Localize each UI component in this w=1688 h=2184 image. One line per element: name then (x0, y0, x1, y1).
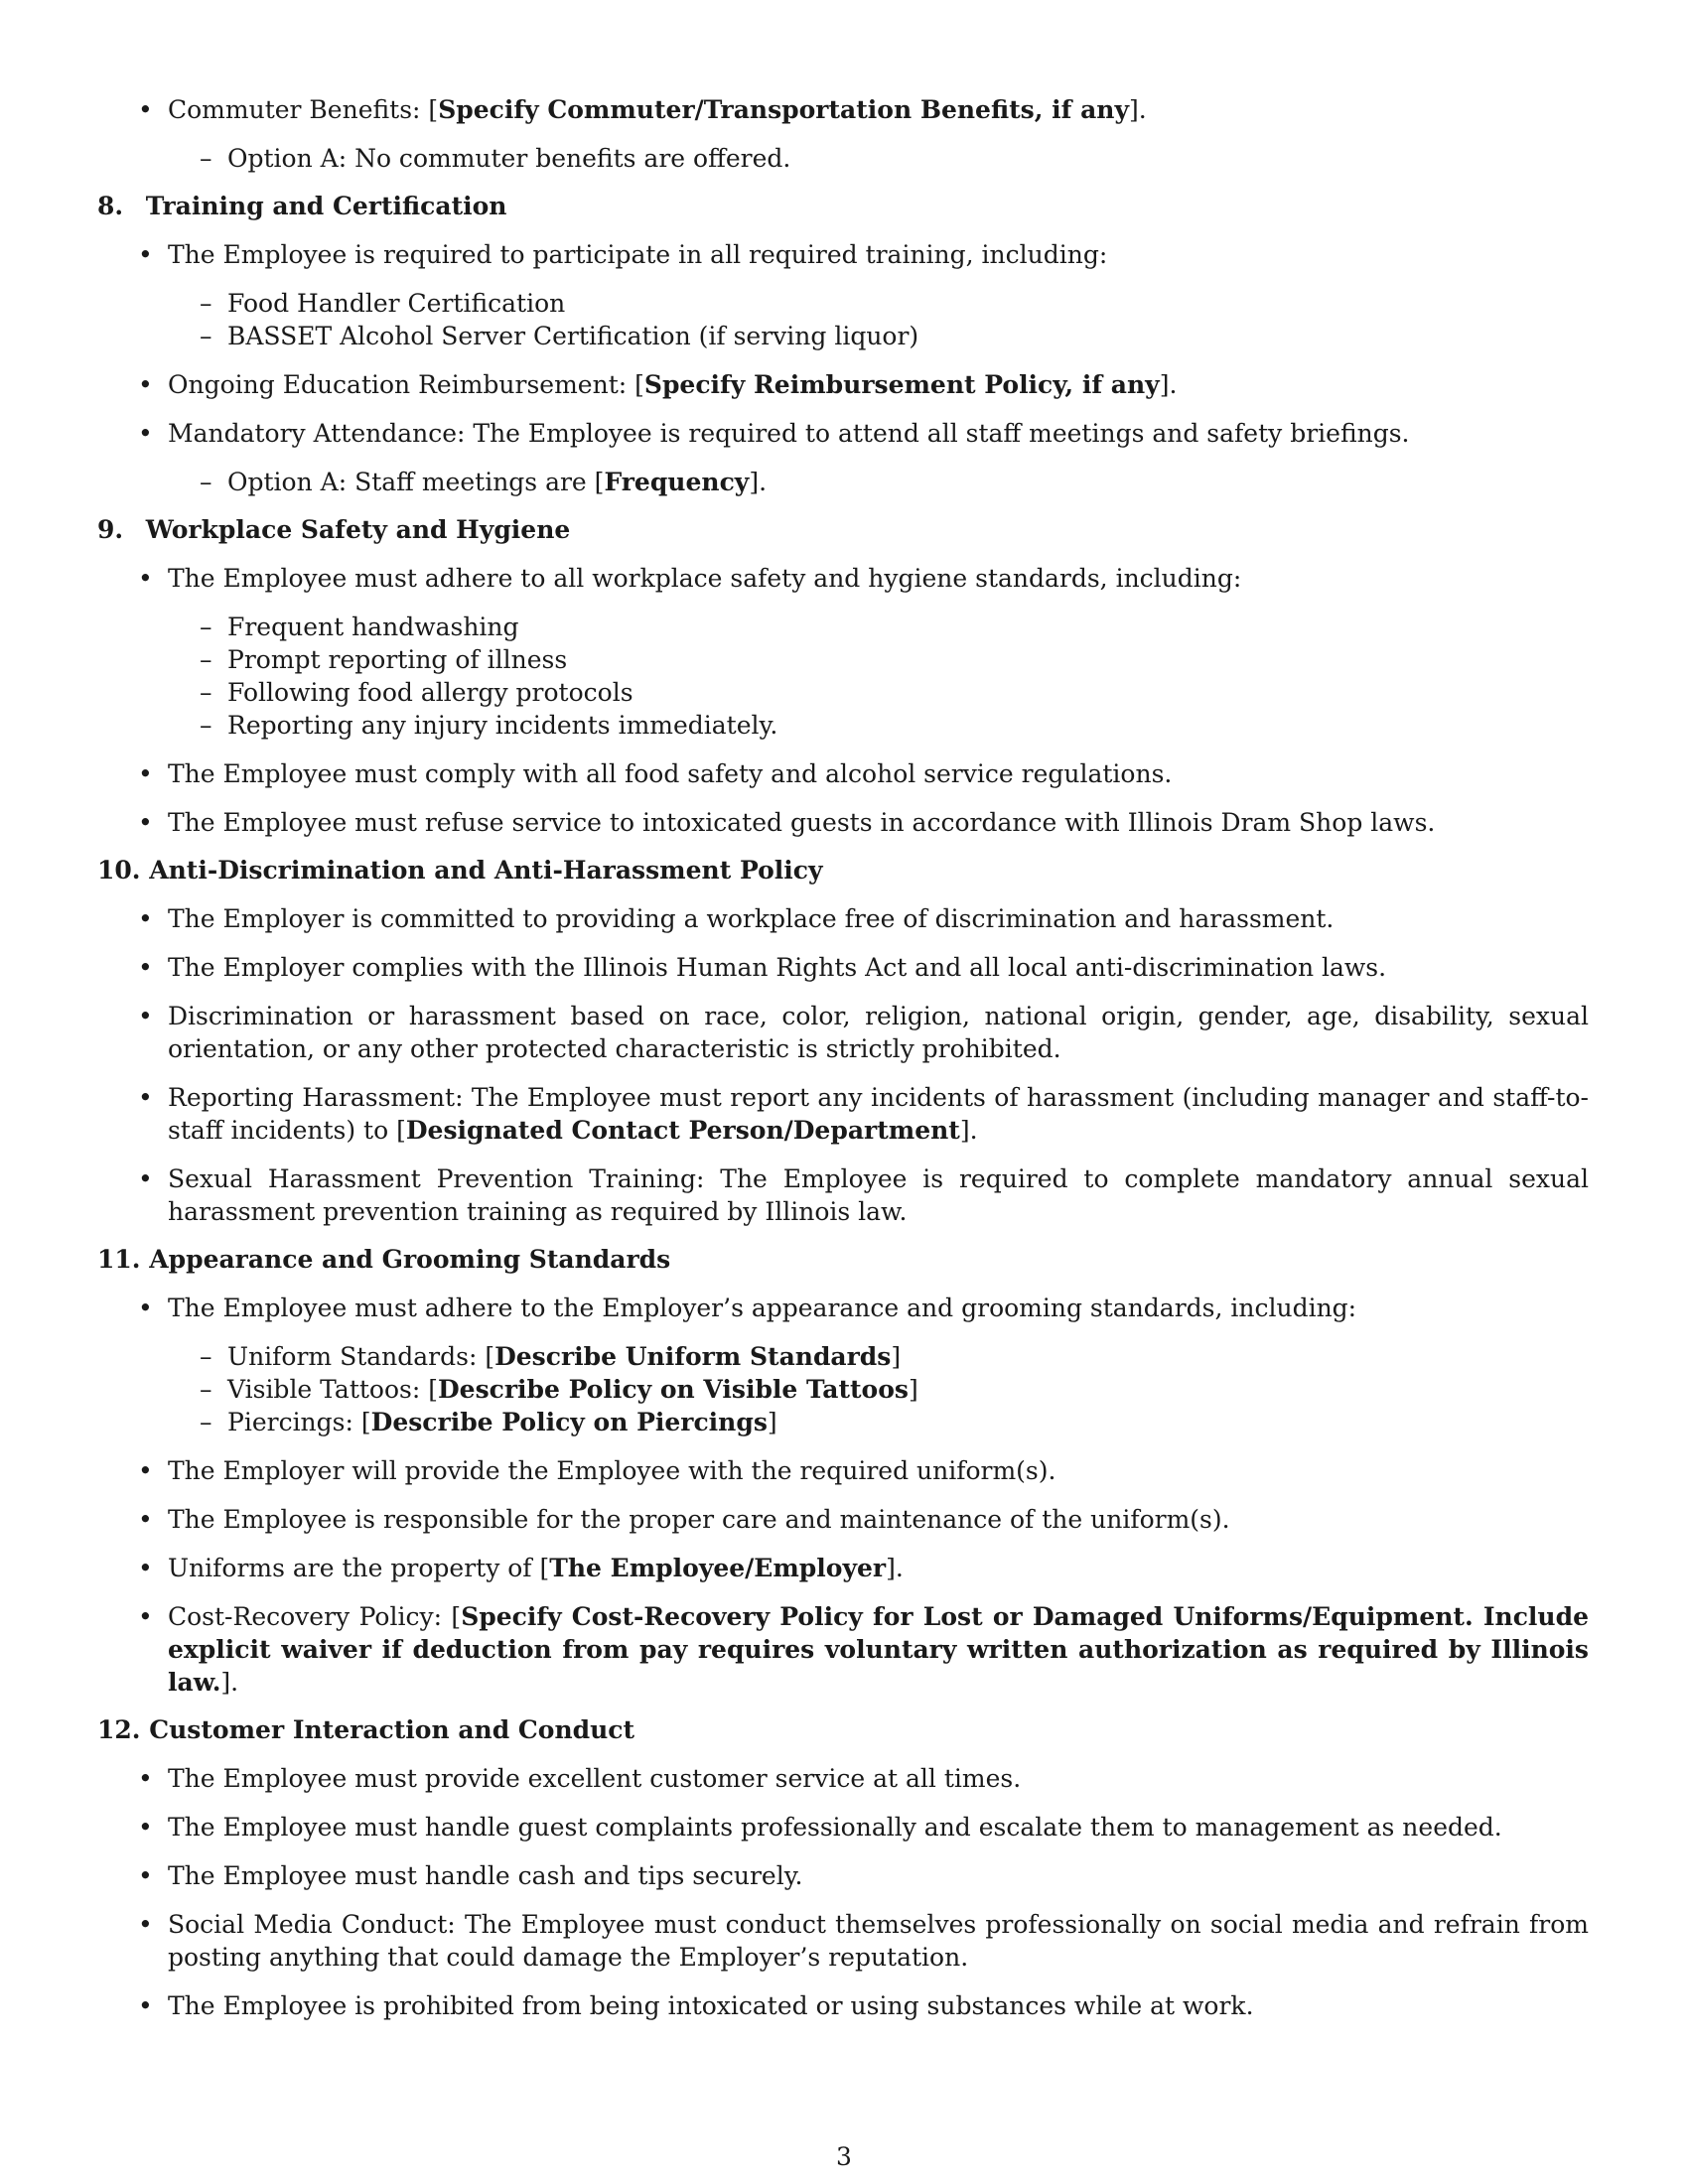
sub-list-item: – Uniform Standards: [Describe Uniform Standards] (168, 1340, 1589, 1373)
list-item: • The Employer will provide the Employee with the required uniform(s). (97, 1454, 1589, 1487)
list-item: • The Employee must adhere to all workplace safety and hygiene standards, including: – Frequent handwashing – Prompt reporting of illness – Following food allergy protocols – Reporting any injury incidents immediately. (97, 562, 1589, 742)
list-item: • Discrimination or harassment based on race, color, religion, national origin, gender, age, disability, sexual orientation, or any other protected characteristic is strictly prohibited. (97, 1000, 1589, 1065)
list-item: • The Employer is committed to providing a workplace free of discrimination and harassment. (97, 902, 1589, 935)
sub-list-item: – Piercings: [Describe Policy on Piercings] (168, 1406, 1589, 1438)
list-item: • The Employee is required to participate in all required training, including: – Food Handler Certification – BASSET Alcohol Server Certification (if serving liquor) (97, 238, 1589, 352)
list-item: • The Employee must adhere to the Employer’s appearance and grooming standards, including: – Uniform Standards: [Describe Uniform Standards] – Visible Tattoos: [Describe Policy on Visible Tattoos] – Piercings: [Describe Policy on Piercings] (97, 1292, 1589, 1438)
document-page (97, 93, 1589, 2022)
sub-list-item: – Following food allergy protocols (168, 676, 1589, 709)
list-item: • Sexual Harassment Prevention Training: The Employee is required to complete mandatory annual sexual harassment prevention training as required by Illinois law. (97, 1162, 1589, 1228)
section-heading-11: 11. Appearance and Grooming Standards (97, 1245, 671, 1274)
list-item: • Uniforms are the property of [The Employee/Employer]. (97, 1552, 1589, 1584)
list-item: • The Employee must handle cash and tips securely. (97, 1859, 1589, 1892)
sub-list (168, 611, 1589, 742)
section-8-list (97, 238, 1589, 498)
list-item: • The Employee is responsible for the proper care and maintenance of the uniform(s). (97, 1503, 1589, 1536)
list-item: • Ongoing Education Reimbursement: [Specify Reimbursement Policy, if any]. (97, 368, 1589, 401)
section-9-list (97, 562, 1589, 839)
section-10-list (97, 902, 1589, 1228)
list-item: • The Employee must handle guest complaints professionally and escalate them to management as needed. (97, 1811, 1589, 1843)
sub-list (168, 142, 1589, 175)
page-number: 3 (836, 2142, 852, 2171)
sub-list-item: – Option A: Staff meetings are [Frequency]. (168, 466, 1589, 498)
list-item: • Mandatory Attendance: The Employee is required to attend all staff meetings and safety briefings. – Option A: Staff meetings are [Frequency]. (97, 417, 1589, 498)
placeholder-field: Specify Cost-Recovery Policy for Lost or Damaged Uniforms/Equipment. Include explicit waiver if deduction from pay requires voluntary written authorization as required by Illinois law. (168, 1602, 1589, 1697)
placeholder-field: Describe Uniform Standards (494, 1342, 892, 1371)
sub-list (168, 287, 1589, 352)
list-item: • Social Media Conduct: The Employee must conduct themselves professionally on social media and refrain from posting anything that could damage the Employer’s reputation. (97, 1908, 1589, 1974)
placeholder-field: Specify Reimbursement Policy, if any (643, 370, 1160, 399)
sub-list (168, 1340, 1589, 1438)
sub-list-item: – Reporting any injury incidents immediately. (168, 709, 1589, 742)
list-item: • The Employee must provide excellent customer service at all times. (97, 1762, 1589, 1795)
sub-list-item: – Food Handler Certification (168, 287, 1589, 320)
section-heading-9: 9. Workplace Safety and Hygiene (97, 515, 571, 544)
placeholder-field: Describe Policy on Piercings (370, 1408, 768, 1436)
list-item: • The Employee is prohibited from being intoxicated or using substances while at work. (97, 1989, 1589, 2022)
list-item: • The Employee must refuse service to intoxicated guests in accordance with Illinois Dram Shop laws. (97, 806, 1589, 839)
sub-list-item: – Visible Tattoos: [Describe Policy on Visible Tattoos] (168, 1373, 1589, 1406)
section-12-list (97, 1762, 1589, 2022)
sub-list-item: – Frequent handwashing (168, 611, 1589, 643)
placeholder-field: Specify Commuter/Transportation Benefits, if any (438, 95, 1130, 124)
section-heading-10: 10. Anti-Discrimination and Anti-Harassment Policy (97, 856, 823, 885)
section-heading-8: 8. Training and Certification (97, 192, 507, 220)
list-item: • Cost-Recovery Policy: [Specify Cost-Recovery Policy for Lost or Damaged Uniforms/Equipment. Include explicit waiver if deduction from pay requires voluntary written authorization as required by Illinois law.]. (97, 1600, 1589, 1699)
placeholder-field: Frequency (604, 468, 750, 496)
sub-list (168, 466, 1589, 498)
commuter-list (97, 93, 1589, 175)
list-item: • Commuter Benefits: [Specify Commuter/Transportation Benefits, if any]. – Option A: No commuter benefits are offered. (97, 93, 1589, 175)
section-heading-12: 12. Customer Interaction and Conduct (97, 1715, 635, 1744)
sub-list-item: – Prompt reporting of illness (168, 643, 1589, 676)
sub-list-item: – BASSET Alcohol Server Certification (if serving liquor) (168, 320, 1589, 352)
list-item: • The Employer complies with the Illinois Human Rights Act and all local anti-discrimination laws. (97, 951, 1589, 984)
sub-list-item: – Option A: No commuter benefits are offered. (168, 142, 1589, 175)
list-item: • The Employee must comply with all food safety and alcohol service regulations. (97, 757, 1589, 790)
placeholder-field: Designated Contact Person/Department (405, 1116, 960, 1145)
placeholder-field: Describe Policy on Visible Tattoos (437, 1375, 909, 1404)
section-11-list (97, 1292, 1589, 1699)
list-item: • Reporting Harassment: The Employee must report any incidents of harassment (including manager and staff-to-staff incidents) to [Designated Contact Person/Department]. (97, 1081, 1589, 1147)
placeholder-field: The Employee/Employer (549, 1554, 887, 1582)
